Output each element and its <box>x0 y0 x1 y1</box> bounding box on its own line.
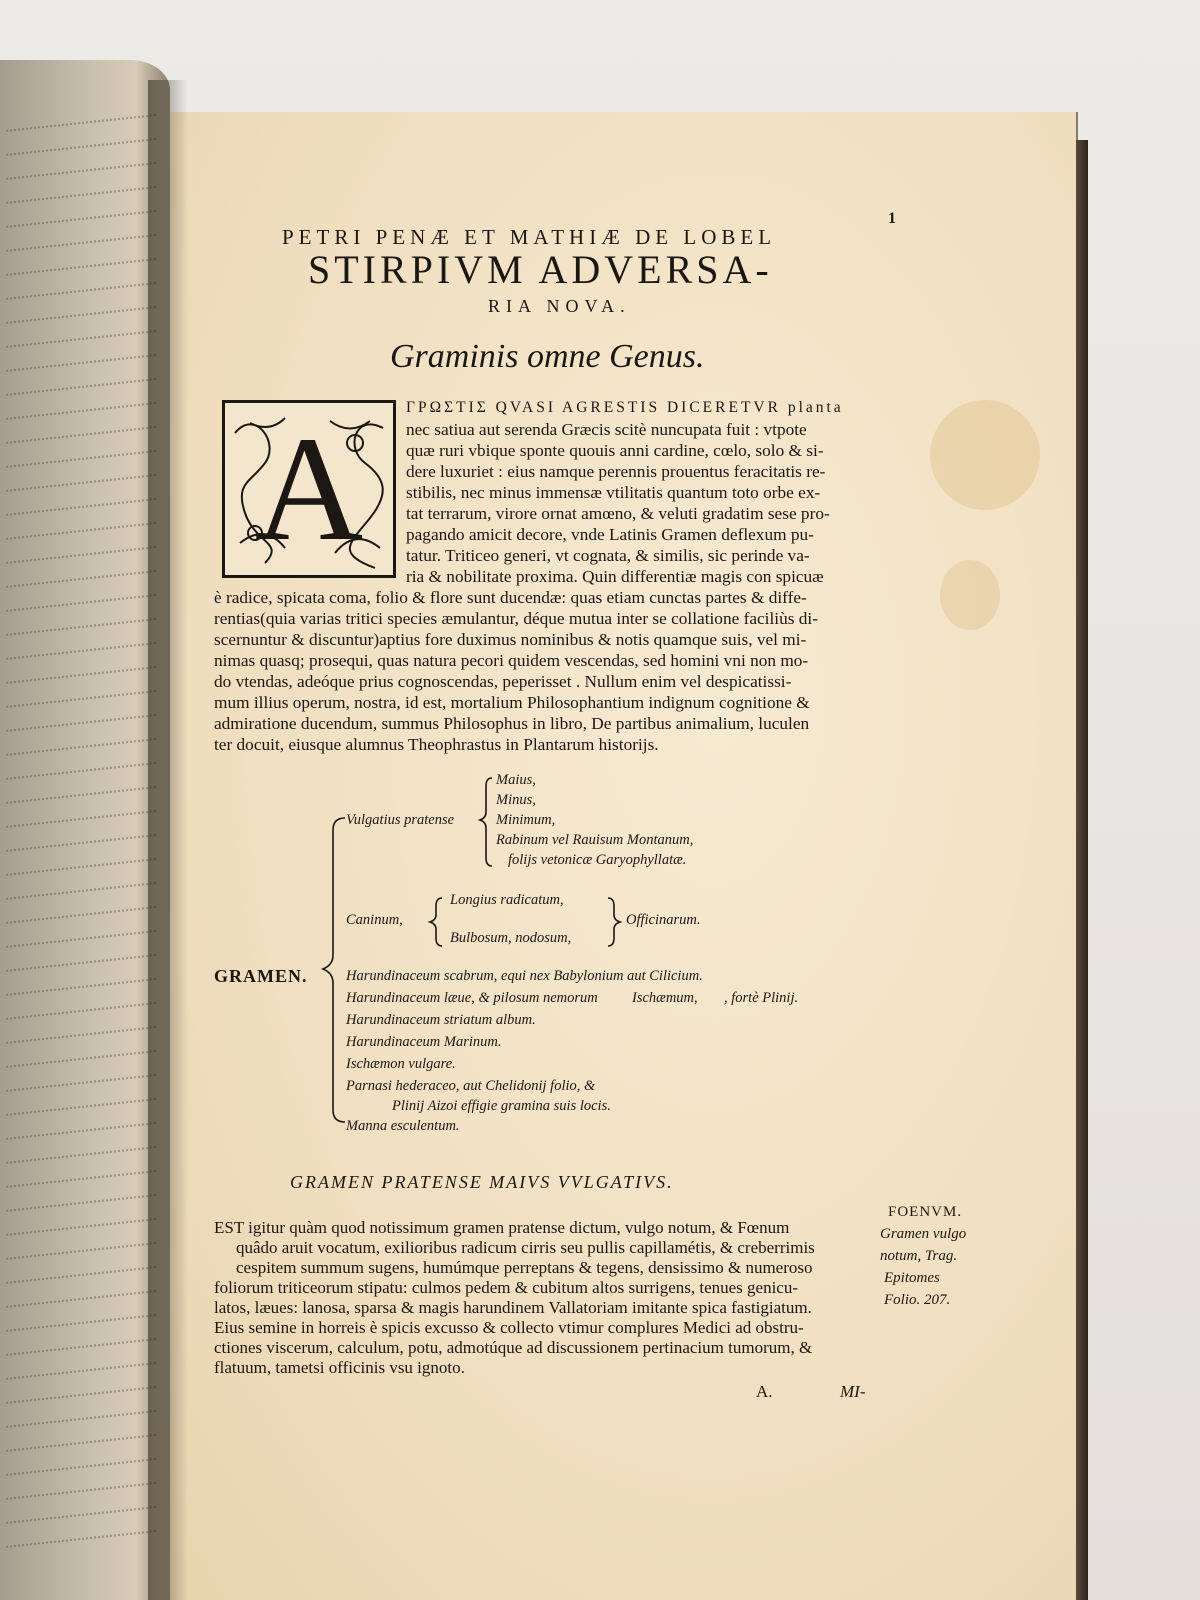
gramen-item: Harundinaceum scabrum, equi nex Babylonium aut Cilicium. <box>346 968 703 984</box>
intro-line: stibilis, nec minus immensæ vtilitatis quantum toto orbe ex- <box>406 483 821 502</box>
intro-line: do vtendas, adeóque prius cognoscendas, peperisset . Nullum enim vel despicatissi- <box>214 672 792 691</box>
vulgatius-label: Vulgatius pratense <box>346 812 455 828</box>
vulgatius-item: Minimum, <box>496 812 556 828</box>
sub-heading: GRAMEN PRATENSE MAIVS VVLGATIVS. <box>290 1172 674 1192</box>
forte-plinij-label: , fortè Plinij. <box>724 990 799 1006</box>
caninum-item: Bulbosum, nodosum, <box>450 930 572 946</box>
book-title: STIRPIVM ADVERSA- <box>308 247 773 292</box>
intro-line: mum illius operum, nostra, id est, mortalium Philosophantium indignum cognitione & <box>214 693 810 712</box>
book-title-continued: RIA NOVA. <box>488 296 631 316</box>
intro-line: tatur. Triticeo generi, vt cognata, & similis, sic perinde va- <box>406 546 810 565</box>
gramen-item: Ischæmon vulgare. <box>346 1056 456 1072</box>
section2-line: flatuum, tametsi officinis vsu ignoto. <box>214 1358 465 1377</box>
officinarum-label: Officinarum. <box>626 912 701 928</box>
margin-note-line: Epitomes <box>884 1270 940 1286</box>
intro-line: admiratione ducendum, summus Philosophus in libro, De partibus animalium, luculen <box>214 714 810 733</box>
margin-note-line: Folio. 207. <box>884 1292 951 1308</box>
intro-line: quæ ruri vbique sponte quouis anni cardine, cœlo, solo & si- <box>406 441 824 460</box>
margin-note-line: Gramen vulgo <box>880 1226 967 1242</box>
section2-line: foliorum triticeorum stipatu: culmos pedem & cubitum altos surrigens, tenues genicu- <box>214 1278 799 1297</box>
section2-line: Eius semine in horreis è spicis excusso & collecto vtimur complures Medici ad obstru- <box>214 1318 804 1337</box>
section2-line: ctiones viscerum, calculum, potu, admotúque ad discussionem pertinacium tumorum, & <box>214 1338 813 1357</box>
gramen-item: Harundinaceum Marinum. <box>346 1034 502 1050</box>
vulgatius-item: Minus, <box>496 792 536 808</box>
intro-line: ria & nobilitate proxima. Quin differentiæ magis con spicuæ <box>406 567 824 586</box>
intro-line: è radice, spicata coma, folio & flore sunt ducendæ: quas etiam cunctas partes & diffe- <box>214 588 807 607</box>
intro-line: pagando amicit decore, vnde Latinis Gramen deflexum pu- <box>406 525 814 544</box>
margin-note-line: notum, Trag. <box>880 1248 958 1264</box>
vulgatius-item: folijs vetonicæ Garyophyllatæ. <box>508 852 687 868</box>
gramen-item: Harundinaceum læue, & pilosum nemorum <box>346 990 598 1006</box>
caninum-label: Caninum, <box>346 912 403 928</box>
gramen-root-label: GRAMEN. <box>214 966 308 986</box>
vulgatius-item: Maius, <box>496 772 536 788</box>
margin-note-title: FOENVM. <box>888 1204 963 1220</box>
intro-line: rentias(quia varias tritici species æmulantur, déque mutua inter se collatione faciliùs di- <box>214 609 818 628</box>
section2-line: latos, læues: lanosa, sparsa & magis harundinem Vallatoriam imitante spica fastigiatum. <box>214 1298 812 1317</box>
author-line: PETRI PENÆ ET MATHIÆ DE LOBEL <box>282 225 777 249</box>
intro-line: tat terrarum, virore ornat amœno, & veluti gradatim sese pro- <box>406 504 830 523</box>
section-heading: Graminis omne Genus. <box>390 338 705 375</box>
vulgatius-brace <box>480 778 492 866</box>
officinarum-brace <box>608 898 620 946</box>
drop-cap-letter: A <box>254 406 364 572</box>
gramen-item: Parnasi hederaceo, aut Chelidonij folio, & <box>346 1078 596 1094</box>
intro-line: nec satiua aut serenda Græcis scitè nuncupata fuit : vtpote <box>406 420 807 439</box>
intro-line: nimas quasq; prosequi, quas natura pecori quidem vescendas, sed homini vni non mo- <box>214 651 809 670</box>
intro-line: ter docuit, eiusque alumnus Theophrastus in Plantarum historijs. <box>214 735 659 754</box>
gramen-brace <box>323 818 345 1122</box>
catchword: MI- <box>840 1382 866 1401</box>
intro-line: dere luxuriet : eius namque perennis prouentus feracitatis re- <box>406 462 826 481</box>
section2-line: quâdo aruit vocatum, exilioribus radicum cirris seu pullis capillamétis, & creberrimis <box>236 1238 815 1257</box>
section2-line: cespitem summum sugens, humúmque perreptans & tegens, densissimo & numeroso <box>236 1258 813 1277</box>
intro-line: ΓΡΩΣΤΙΣ QVASI AGRESTIS DICERETVR planta <box>406 399 844 416</box>
section2-line: EST igitur quàm quod notissimum gramen pratense dictum, vulgo notum, & Fœnum <box>214 1218 790 1237</box>
caninum-brace <box>430 898 442 946</box>
caninum-item: Longius radicatum, <box>450 892 564 908</box>
gramen-item: Plinij Aizoi effigie gramina suis locis. <box>392 1098 611 1114</box>
page-number: 1 <box>888 210 896 227</box>
gramen-item: Harundinaceum striatum album. <box>346 1012 536 1028</box>
gramen-item: Manna esculentum. <box>346 1118 460 1134</box>
ischaemum-label: Ischæmum, <box>632 990 698 1006</box>
vulgatius-item: Rabinum vel Rauisum Montanum, <box>496 832 694 848</box>
intro-line: scernuntur & discuntur)aptius fore duximus nominibus & notis quamque suis, vel mi- <box>214 630 807 649</box>
signature-mark: A. <box>756 1382 773 1401</box>
